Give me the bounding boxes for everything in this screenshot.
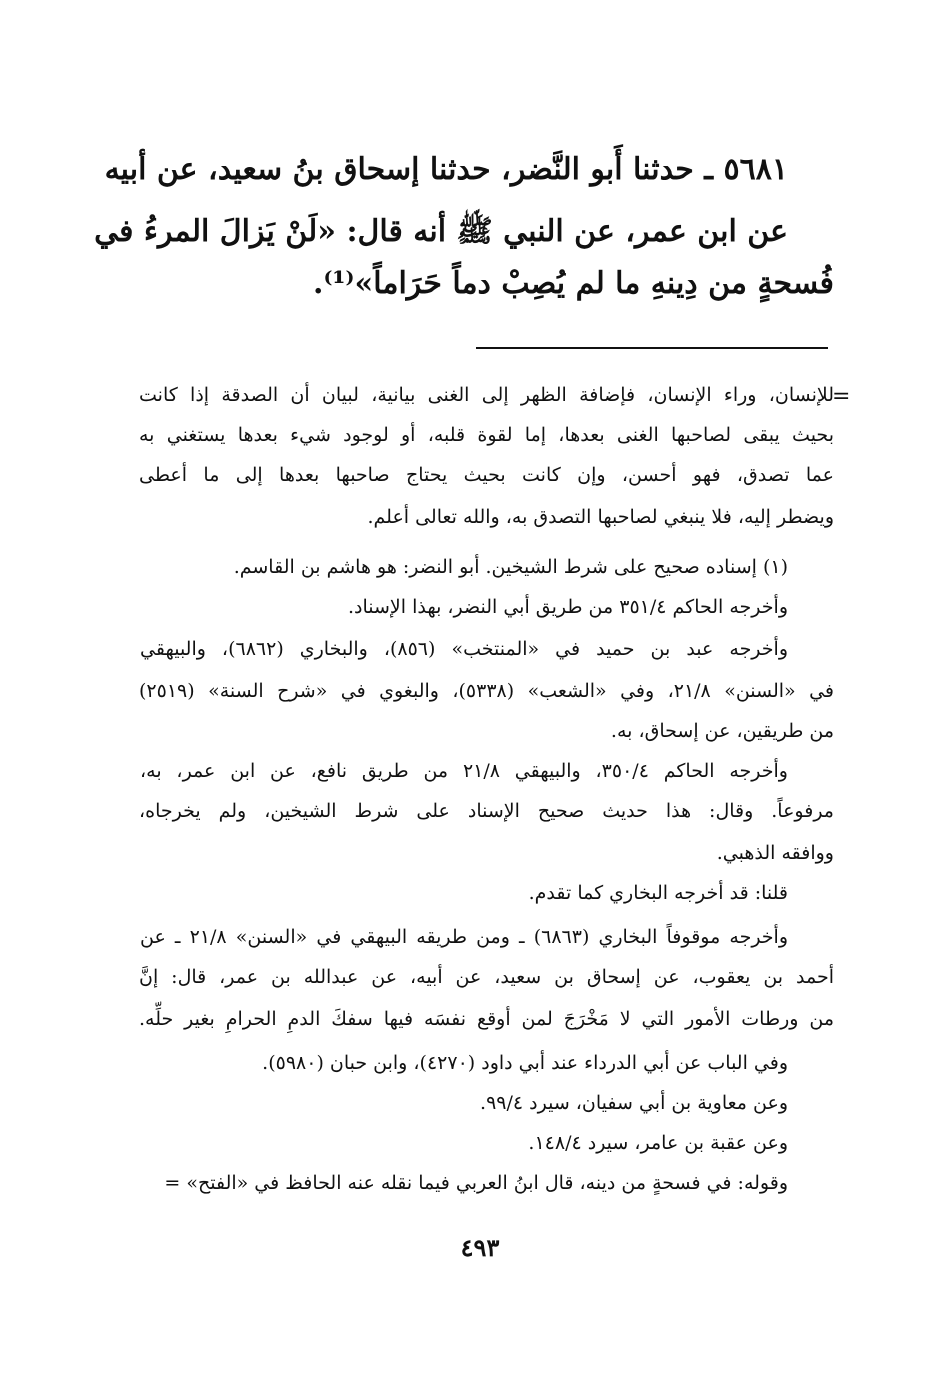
- footnote-cont-line: عما تصدق، فهو أحسن، وإن كانت بحيث يحتاج صاحبها بعدها إلى ما أعطى: [139, 464, 834, 486]
- footnote-cont-line: ويضطر إليه، فلا ينبغي لصاحبها التصدق به، والله تعالى أعلم.: [367, 506, 834, 528]
- footnote-1-line: ووافقه الذهبي.: [716, 842, 834, 864]
- footnote-cont-line: للإنسان، وراء الإنسان، فإضافة الظهر إلى الغنى بيانية، لبيان أن الصدقة إذا كانت: [139, 384, 834, 406]
- hadith-line-2: عن ابن عمر، عن النبي ﷺ أنه قال: «لَنْ يَزالَ المرءُ في: [94, 214, 788, 249]
- footnote-1-line: وعن معاوية بن أبي سفيان، سيرد ٩٩/٤.: [480, 1092, 788, 1114]
- hadith-line-1: ٥٦٨١ ـ حدثنا أَبو النَّضر، حدثنا إسحاق بنُ سعيد، عن أبيه: [104, 152, 788, 187]
- footnote-separator: [476, 347, 828, 349]
- continuation-mark: =: [832, 384, 851, 409]
- footnote-1-line: وأخرجه الحاكم ٣٥٠/٤، والبيهقي ٢١/٨ من طريق نافع، عن ابن عمر، به،: [140, 760, 788, 782]
- footnote-1-line: في «السنن» ٢١/٨، وفي «الشعب» (٥٣٣٨)، والبغوي في «شرح السنة» (٢٥١٩): [139, 680, 835, 702]
- footnote-cont-line: بحيث يبقى لصاحبها الغنى بعدها، إما لقوة قلبه، أو لوجود شيء بعدها يستغني به: [139, 424, 834, 446]
- footnote-1-line: من طريقين، عن إسحاق، به.: [610, 720, 834, 742]
- footnote-1-line: وفي الباب عن أبي الدرداء عند أبي داود (٤٢٧٠)، وابن حبان (٥٩٨٠).: [262, 1052, 788, 1074]
- footnote-1-line: قلنا: قد أخرجه البخاري كما تقدم.: [528, 882, 788, 904]
- page-number: ٤٩٣: [460, 1233, 500, 1262]
- footnote-1-line: وأخرجه عبد بن حميد في «المنتخب» (٨٥٦)، والبخاري (٦٨٦٢)، والبيهقي: [140, 638, 788, 660]
- footnote-1-line: وأخرجه موقوفاً البخاري (٦٨٦٣) ـ ومن طريقه البيهقي في «السنن» ٢١/٨ ـ عن: [140, 926, 789, 948]
- footnote-1-line: وقوله: في فسحةٍ من دينه، قال ابنُ العربي فيما نقله عنه الحافظ في «الفتح» =: [164, 1172, 788, 1194]
- hadith-line-3: فُسحةٍ من دِينهِ ما لم يُصِبْ دماً حَرَاماً»⁽¹⁾.: [313, 266, 834, 301]
- footnote-1-line: مرفوعاً. وقال: هذا حديث صحيح الإسناد على شرط الشيخين، ولم يخرجاه،: [139, 800, 834, 822]
- footnote-1-line: أحمد بن يعقوب، عن إسحاق بن سعيد، عن أبيه، عن عبدالله بن عمر، قال: إنَّ: [139, 966, 834, 988]
- footnote-1-line: من ورطات الأمور التي لا مَخْرَجَ لمن أوقع نفسَه فيها سفكَ الدمِ الحرامِ بغير حلِّه.: [139, 1008, 834, 1030]
- footnote-1-line: وأخرجه الحاكم ٣٥١/٤ من طريق أبي النضر، بهذا الإسناد.: [347, 596, 788, 618]
- footnote-1-line: (١) إسناده صحيح على شرط الشيخين. أبو النضر: هو هاشم بن القاسم.: [233, 556, 788, 578]
- footnote-1-line: وعن عقبة بن عامر، سيرد ١٤٨/٤.: [528, 1132, 788, 1154]
